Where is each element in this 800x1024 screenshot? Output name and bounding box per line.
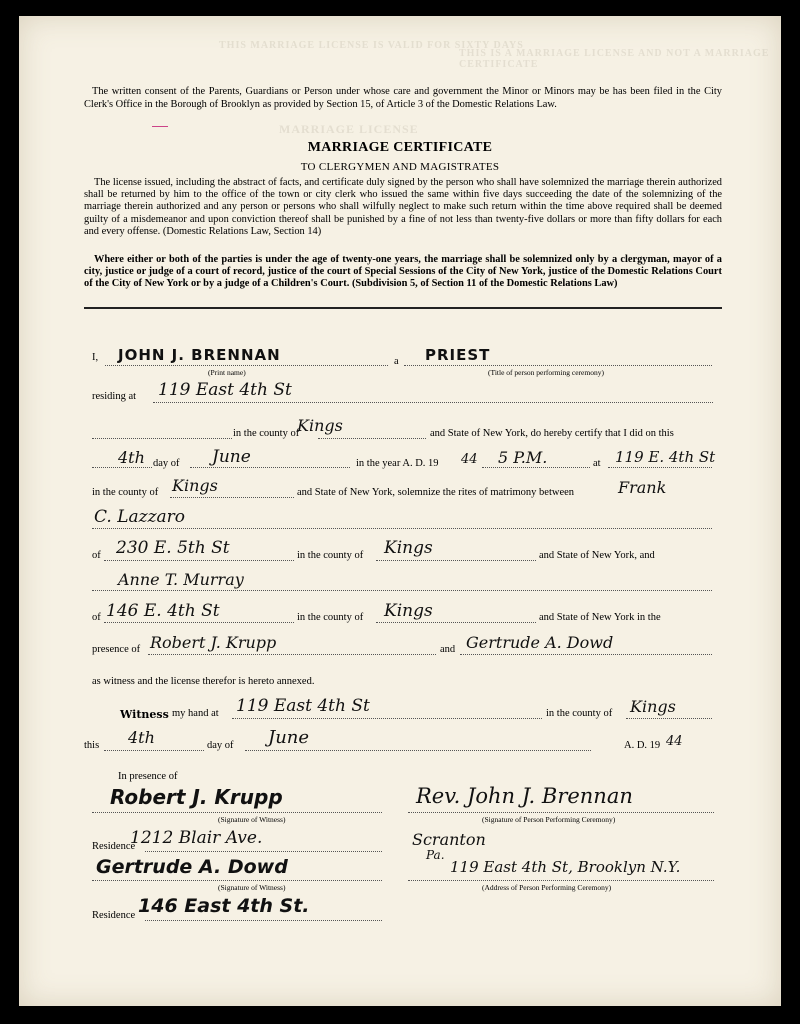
label-of: of xyxy=(92,550,101,561)
witness-annex-text: as witness and the license therefor is hereto annexed. xyxy=(92,676,315,687)
county-line xyxy=(318,438,426,439)
bride-address: 146 E. 4th St xyxy=(106,601,220,621)
officiant-residence: 119 East 4th St xyxy=(158,380,292,400)
groom-name-rest: C. Lazzaro xyxy=(94,507,186,527)
label-in-the-county-of: in the county of xyxy=(546,708,613,719)
witness-day-line xyxy=(104,750,204,751)
age-requirement-notice: Where either or both of the parties is under the age of twenty-one years, the marriage shall be solemnized only by a clergyman, mayor of a city, justice or judge of a court of record, justice of the court of Special Sessions of the City of New York, justice of the Domestic Relations Court of the City of New York or by a judge of a Children's Court. (Subdivision 5, of Section 11 of the Domestic Relations Law) xyxy=(84,254,722,290)
officiant-address-line xyxy=(408,880,714,881)
ceremony-county: Kings xyxy=(172,476,218,495)
witness-month: June xyxy=(268,727,310,748)
groom-county-line xyxy=(376,560,536,561)
print-name-caption: (Print name) xyxy=(208,368,246,377)
bride-address-line xyxy=(104,622,294,623)
label-residence: Residence xyxy=(92,841,136,852)
witness-month-line xyxy=(245,750,591,751)
witness-one-signature: Robert J. Krupp xyxy=(110,785,283,809)
label-witness: Witness xyxy=(120,708,169,721)
officiant-name: JOHN J. BRENNAN xyxy=(118,346,281,364)
witness-residence-line xyxy=(145,851,382,852)
title-line xyxy=(404,365,712,366)
ceremony-year: 44 xyxy=(461,452,478,467)
consent-notice: The written consent of the Parents, Guardians or Person under whose care and government the Minor or Minors may be has been filed in the City Clerk's Office in the Borough of Brooklyn as provided by Section 15, of Article 3 of the Domestic Relations Law. xyxy=(84,86,722,110)
witness1-line xyxy=(148,654,436,655)
bleed-through-text: THIS MARRIAGE LICENSE IS VALID FOR SIXTY DAYS xyxy=(219,40,524,51)
pink-mark xyxy=(152,126,168,127)
label-this: this xyxy=(84,740,100,751)
section-divider xyxy=(84,307,722,309)
officiant-signature: Rev. John J. Brennan xyxy=(416,784,633,808)
label-residence: Residence xyxy=(92,910,136,921)
bride-name: Anne T. Murray xyxy=(118,570,244,589)
signature-of-witness-caption: (Signature of Witness) xyxy=(218,883,286,892)
title-caption: (Title of person performing ceremony) xyxy=(488,368,604,377)
label-in-year: in the year A. D. 19 xyxy=(356,458,439,469)
bride-county: Kings xyxy=(384,601,433,621)
witness-one-residence: 1212 Blair Ave. xyxy=(130,828,263,848)
label-state-and: and State of New York, and xyxy=(539,550,655,561)
signature-of-officiant-caption: (Signature of Person Performing Ceremony) xyxy=(482,815,616,824)
witness2-signature-line xyxy=(92,880,382,881)
label-in-presence-of: In presence of xyxy=(118,771,178,782)
place-line xyxy=(608,467,712,468)
label-a: a xyxy=(394,356,399,367)
label-and: and xyxy=(440,644,456,655)
return-instructions: The license issued, including the abstract of facts, and certificate duly signed by the person who shall have solemnized the marriage therein authorized shall be returned by him to the office of the town or city clerk who issued the same within five days succeeding the date of the solemnizing of the marriage therein authorized and any person or persons who shall wilfully neglect to make such return within the time above required shall be deemed guilty of a misdemeanor and upon conviction thereof shall be punished by a fine of not less than twenty-five dollars or more than fifty dollars for each and every offense. (Domestic Relations Law, Section 14) xyxy=(84,177,722,237)
witness-two-signature: Gertrude A. Dowd xyxy=(96,856,288,878)
address-of-officiant-caption: (Address of Person Performing Ceremony) xyxy=(482,883,612,892)
scranton-note: Scranton xyxy=(412,830,486,849)
bride-county-line xyxy=(376,622,536,623)
witness-county: Kings xyxy=(630,697,676,716)
officiant-address: 119 East 4th St, Brooklyn N.Y. xyxy=(450,858,681,876)
label-in-the-county-of: in the county of xyxy=(297,612,364,623)
groom-address-line xyxy=(104,560,294,561)
witness2-line xyxy=(460,654,712,655)
officiant-signature-line xyxy=(408,812,714,813)
groom-county: Kings xyxy=(384,538,433,558)
label-residing-at: residing at xyxy=(92,391,137,402)
label-state-certify: and State of New York, do hereby certify that I did on this xyxy=(430,428,674,439)
officiant-county: Kings xyxy=(297,416,343,435)
label-i: I, xyxy=(92,352,99,363)
ceremony-month: June xyxy=(212,447,251,467)
witness2-residence-line xyxy=(145,920,382,921)
bride-name-line xyxy=(92,590,712,591)
label-in-the-county-of: in the county of xyxy=(92,487,159,498)
document-title: MARRIAGE CERTIFICATE xyxy=(307,140,493,155)
month-line xyxy=(190,467,350,468)
label-presence-of: presence of xyxy=(92,644,141,655)
blank-line xyxy=(92,438,232,439)
name-line xyxy=(105,365,388,366)
groom-name-line xyxy=(92,528,712,529)
label-state-in-the: and State of New York in the xyxy=(539,612,661,623)
ceremony-county-line xyxy=(170,497,294,498)
residence-line xyxy=(153,402,713,403)
witness-signature-line xyxy=(92,812,382,813)
groom-address: 230 E. 5th St xyxy=(116,538,230,558)
pa-note: Pa. xyxy=(426,848,445,862)
label-ad19: A. D. 19 xyxy=(624,740,661,751)
witness-one-name: Robert J. Krupp xyxy=(150,633,277,652)
witness-county-line xyxy=(626,718,712,719)
label-day-of: day of xyxy=(153,458,180,469)
ceremony-time: 5 P.M. xyxy=(498,448,548,467)
witness-year: 44 xyxy=(666,734,683,749)
witness-place: 119 East 4th St xyxy=(236,696,370,716)
witness-two-residence: 146 East 4th St. xyxy=(138,895,310,917)
label-in-county-of: in the county of xyxy=(233,428,300,439)
day-line xyxy=(92,467,152,468)
ceremony-day: 4th xyxy=(118,448,145,467)
label-my-hand-at: my hand at xyxy=(172,708,219,719)
bleed-through-text: MARRIAGE LICENSE xyxy=(279,122,419,136)
label-day-of: day of xyxy=(207,740,234,751)
ceremony-place: 119 E. 4th St xyxy=(615,448,716,466)
label-state-solemnize: and State of New York, solemnize the rites of matrimony between xyxy=(297,487,575,498)
officiant-title: PRIEST xyxy=(425,346,491,364)
label-in-the-county-of: in the county of xyxy=(297,550,364,561)
time-line xyxy=(482,467,590,468)
groom-first-name: Frank xyxy=(618,478,667,497)
document-subtitle: TO CLERGYMEN AND MAGISTRATES xyxy=(300,161,500,173)
label-of: of xyxy=(92,612,101,623)
bleed-through-text: THIS IS A MARRIAGE LICENSE AND NOT A MARRIAGE CERTIFICATE xyxy=(459,48,770,70)
witness-place-line xyxy=(232,718,542,719)
witness-two-name: Gertrude A. Dowd xyxy=(466,633,614,652)
label-at: at xyxy=(593,458,601,469)
signature-of-witness-caption: (Signature of Witness) xyxy=(218,815,286,824)
witness-day: 4th xyxy=(128,728,155,747)
